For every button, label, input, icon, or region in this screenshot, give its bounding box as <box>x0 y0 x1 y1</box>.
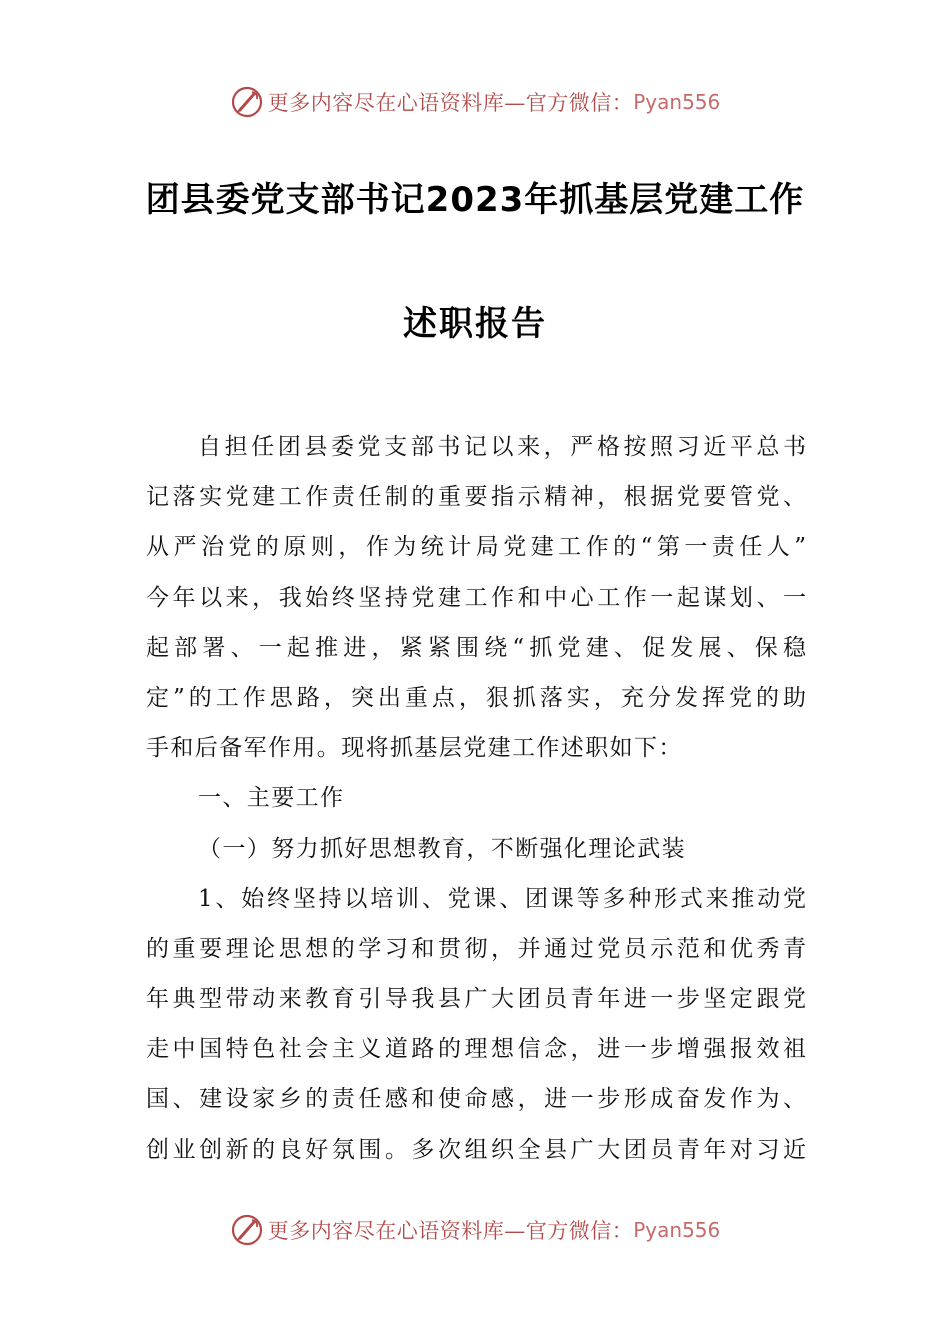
watermark-text: 更多内容尽在心语资料库—官方微信： <box>267 1219 634 1243</box>
text-line: 的重要理论思想的学习和贯彻，并通过党员示范和优秀青 <box>146 935 810 962</box>
text-line: 定”的工作思路，突出重点，狠抓落实，充分发挥党的助 <box>146 684 811 711</box>
text-line: 自担任团县委党支部书记以来，严格按照习近平总书 <box>198 434 810 460</box>
pen-logo-icon <box>230 85 264 119</box>
section-heading: 一、主要工作 <box>198 785 345 812</box>
text-line: 手和后备军作用。现将抓基层党建工作述职如下： <box>146 735 683 762</box>
pen-logo-icon <box>230 1213 264 1247</box>
document-title-line-1: 团县委党支部书记2023年抓基层党建工作 <box>145 180 805 220</box>
watermark-banner-top <box>0 80 950 124</box>
watermark-text: 更多内容尽在心语资料库—官方微信： <box>267 91 634 115</box>
watermark-wechat-id: Pyan556 <box>633 1218 721 1242</box>
text-line: 今年以来，我始终坚持党建工作和中心工作一起谋划、一 <box>146 584 810 611</box>
watermark-banner-bottom <box>0 1208 950 1252</box>
text-line: 走中国特色社会主义道路的理想信念，进一步增强报效祖 <box>146 1036 810 1063</box>
text-line: 1、始终坚持以培训、党课、团课等多种形式来推动党 <box>198 885 809 912</box>
text-line: 起部署、一起推进，紧紧围绕“抓党建、促发展、保稳 <box>146 634 812 661</box>
text-line: 创业创新的良好氛围。多次组织全县广大团员青年对习近 <box>146 1136 810 1163</box>
text-line: 年典型带动来教育引导我县广大团员青年进一步坚定跟党 <box>146 986 810 1013</box>
document-title-line-2: 述职报告 <box>403 304 547 344</box>
text-line: 国、建设家乡的责任感和使命感，进一步形成奋发作为、 <box>146 1086 810 1113</box>
text-line: 从严治党的原则，作为统计局党建工作的“第一责任人” <box>146 534 811 561</box>
text-line: 记落实党建工作责任制的重要指示精神，根据党要管党、 <box>146 484 810 511</box>
subsection-heading: （一）努力抓好思想教育，不断强化理论武装 <box>198 835 686 862</box>
body-text <box>146 422 812 1175</box>
watermark-wechat-id: Pyan556 <box>633 90 721 114</box>
